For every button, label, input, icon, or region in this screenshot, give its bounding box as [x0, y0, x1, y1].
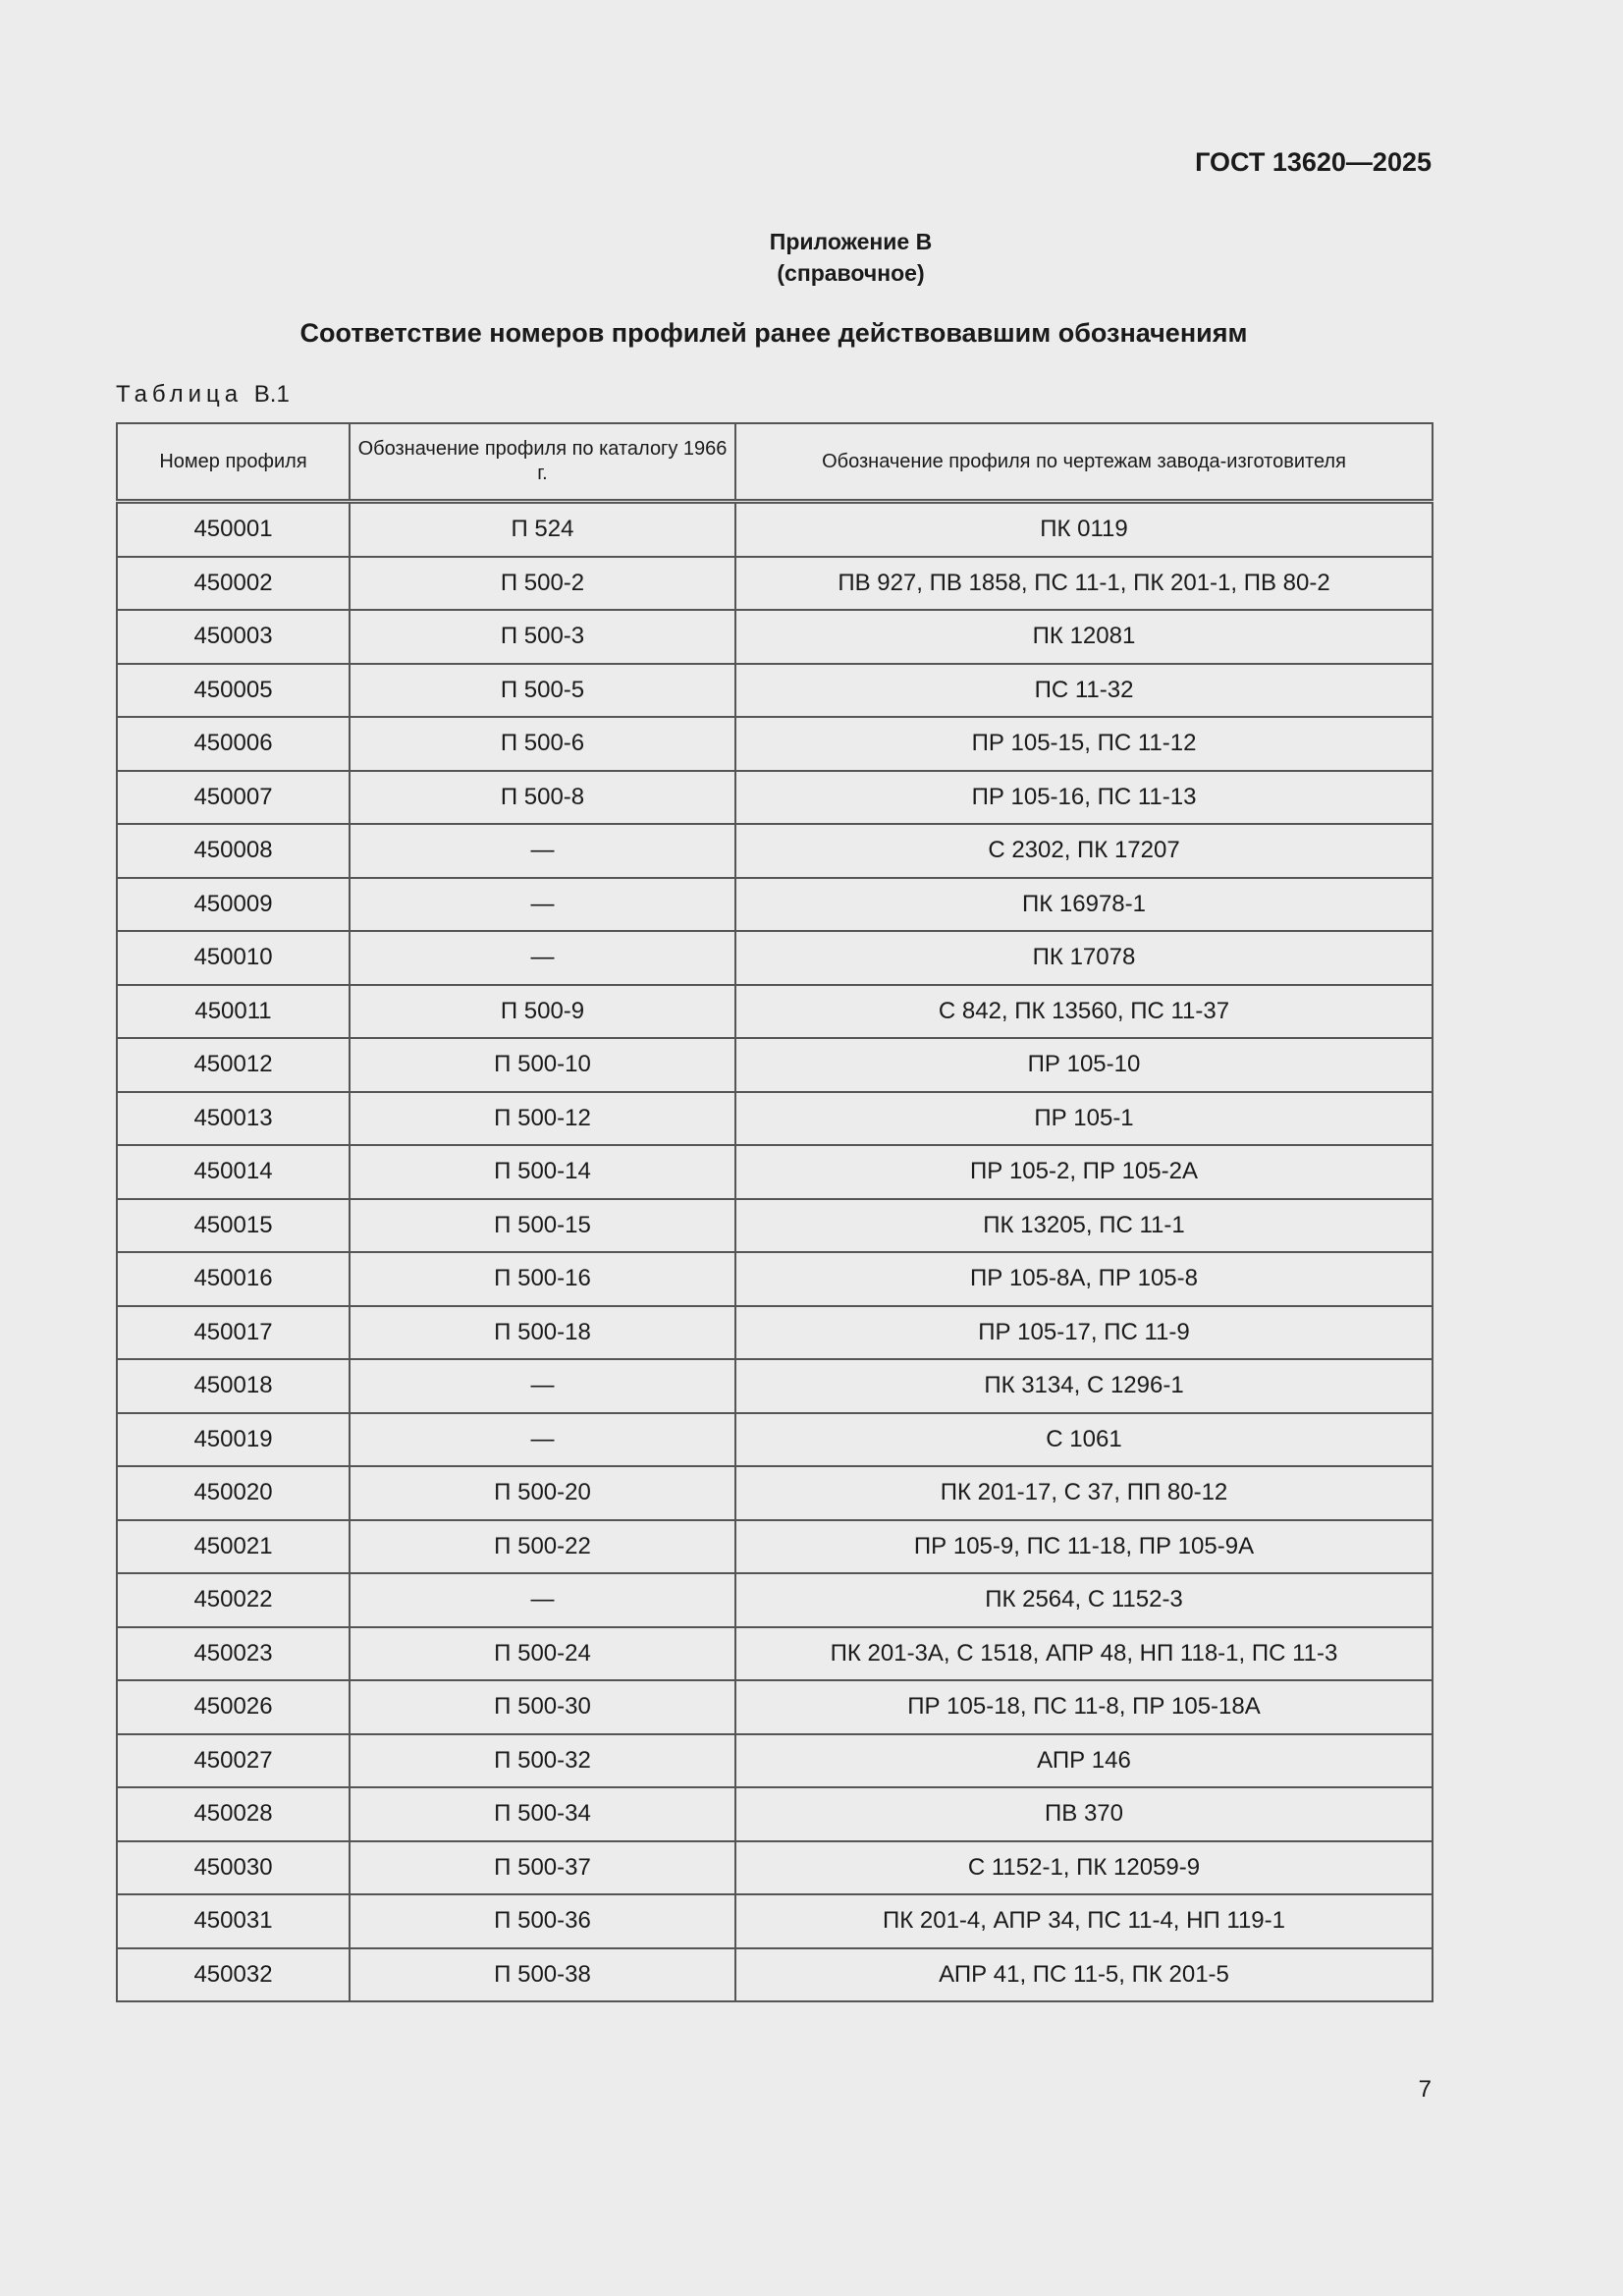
catalog-1966-cell: П 500-9 — [350, 985, 735, 1039]
catalog-1966-cell: П 500-18 — [350, 1306, 735, 1360]
catalog-1966-cell: П 500-24 — [350, 1627, 735, 1681]
catalog-1966-cell: П 500-10 — [350, 1038, 735, 1092]
profile-number-cell: 450014 — [117, 1145, 350, 1199]
column-header: Обозначение профиля по каталогу 1966 г. — [350, 423, 735, 502]
table-row — [117, 1680, 1433, 1734]
catalog-1966-cell: П 524 — [350, 502, 735, 557]
factory-drawing-cell: ПР 105-2, ПР 105-2А — [735, 1145, 1433, 1199]
factory-drawing-cell: АПР 41, ПС 11-5, ПК 201-5 — [735, 1948, 1433, 2002]
column-header: Обозначение профиля по чертежам завода-изготовителя — [735, 423, 1433, 502]
profile-number-cell: 450005 — [117, 664, 350, 718]
column-header: Номер профиля — [117, 423, 350, 502]
table-row — [117, 1734, 1433, 1788]
profile-number-cell: 450016 — [117, 1252, 350, 1306]
profile-number-cell: 450028 — [117, 1787, 350, 1841]
catalog-1966-cell: П 500-15 — [350, 1199, 735, 1253]
factory-drawing-cell: С 2302, ПК 17207 — [735, 824, 1433, 878]
catalog-1966-cell: П 500-34 — [350, 1787, 735, 1841]
profile-number-cell: 450031 — [117, 1894, 350, 1948]
appendix-heading — [0, 226, 1623, 289]
factory-drawing-cell: ПК 201-17, С 37, ПП 80-12 — [735, 1466, 1433, 1520]
factory-drawing-cell: С 842, ПК 13560, ПС 11-37 — [735, 985, 1433, 1039]
factory-drawing-cell: ПК 13205, ПС 11-1 — [735, 1199, 1433, 1253]
catalog-1966-cell: П 500-6 — [350, 717, 735, 771]
factory-drawing-cell: ПК 12081 — [735, 610, 1433, 664]
table-row — [117, 1038, 1433, 1092]
profile-number-cell: 450009 — [117, 878, 350, 932]
table-row — [117, 1627, 1433, 1681]
factory-drawing-cell: ПК 201-3А, С 1518, АПР 48, НП 118-1, ПС 11-3 — [735, 1627, 1433, 1681]
catalog-1966-cell: — — [350, 1413, 735, 1467]
profile-number-cell: 450003 — [117, 610, 350, 664]
table-row — [117, 1520, 1433, 1574]
profile-number-cell: 450010 — [117, 931, 350, 985]
table-row — [117, 985, 1433, 1039]
catalog-1966-cell: П 500-8 — [350, 771, 735, 825]
profile-number-cell: 450012 — [117, 1038, 350, 1092]
profile-number-cell: 450023 — [117, 1627, 350, 1681]
profile-number-cell: 450020 — [117, 1466, 350, 1520]
catalog-1966-cell: П 500-30 — [350, 1680, 735, 1734]
profile-number-cell: 450013 — [117, 1092, 350, 1146]
table-row — [117, 1306, 1433, 1360]
catalog-1966-cell: П 500-16 — [350, 1252, 735, 1306]
profile-number-cell: 450019 — [117, 1413, 350, 1467]
catalog-1966-cell: — — [350, 1573, 735, 1627]
factory-drawing-cell: С 1152-1, ПК 12059-9 — [735, 1841, 1433, 1895]
table-row — [117, 1573, 1433, 1627]
catalog-1966-cell: — — [350, 824, 735, 878]
table-row — [117, 1145, 1433, 1199]
table-label-prefix: Таблица — [116, 381, 243, 408]
table-row — [117, 1413, 1433, 1467]
catalog-1966-cell: — — [350, 931, 735, 985]
factory-drawing-cell: ПР 105-1 — [735, 1092, 1433, 1146]
catalog-1966-cell: П 500-36 — [350, 1894, 735, 1948]
profile-number-cell: 450001 — [117, 502, 350, 557]
table-row — [117, 610, 1433, 664]
appendix-subtitle: (справочное) — [777, 260, 925, 286]
table-label — [116, 381, 290, 409]
table-row — [117, 1466, 1433, 1520]
factory-drawing-cell: ПР 105-9, ПС 11-18, ПР 105-9А — [735, 1520, 1433, 1574]
catalog-1966-cell: — — [350, 878, 735, 932]
factory-drawing-cell: ПС 11-32 — [735, 664, 1433, 718]
factory-drawing-cell: АПР 146 — [735, 1734, 1433, 1788]
profile-number-cell: 450007 — [117, 771, 350, 825]
factory-drawing-cell: ПР 105-8А, ПР 105-8 — [735, 1252, 1433, 1306]
catalog-1966-cell: П 500-32 — [350, 1734, 735, 1788]
factory-drawing-cell: ПК 201-4, АПР 34, ПС 11-4, НП 119-1 — [735, 1894, 1433, 1948]
factory-drawing-cell: ПК 17078 — [735, 931, 1433, 985]
table-body — [117, 502, 1433, 2002]
profile-number-cell: 450015 — [117, 1199, 350, 1253]
section-heading: Соответствие номеров профилей ранее действовавшим обозначениям — [299, 318, 1248, 348]
profile-number-cell: 450018 — [117, 1359, 350, 1413]
factory-drawing-cell: ПК 16978-1 — [735, 878, 1433, 932]
profile-number-cell: 450008 — [117, 824, 350, 878]
table-row — [117, 717, 1433, 771]
factory-drawing-cell: ПР 105-15, ПС 11-12 — [735, 717, 1433, 771]
profile-number-cell: 450032 — [117, 1948, 350, 2002]
table-row — [117, 1787, 1433, 1841]
page-number: 7 — [1418, 2076, 1432, 2103]
profile-number-cell: 450026 — [117, 1680, 350, 1734]
factory-drawing-cell: ПР 105-10 — [735, 1038, 1433, 1092]
profile-number-cell: 450002 — [117, 557, 350, 611]
catalog-1966-cell: П 500-22 — [350, 1520, 735, 1574]
table-row — [117, 878, 1433, 932]
catalog-1966-cell: П 500-37 — [350, 1841, 735, 1895]
table-row — [117, 1199, 1433, 1253]
factory-drawing-cell: ПР 105-18, ПС 11-8, ПР 105-18А — [735, 1680, 1433, 1734]
appendix-title: Приложение В — [769, 229, 933, 254]
table-row — [117, 502, 1433, 557]
table-header-row — [117, 423, 1433, 502]
catalog-1966-cell: — — [350, 1359, 735, 1413]
factory-drawing-cell: ПК 0119 — [735, 502, 1433, 557]
profiles-table — [116, 422, 1434, 2002]
profile-number-cell: 450006 — [117, 717, 350, 771]
standard-code: ГОСТ 13620—2025 — [1195, 147, 1432, 177]
factory-drawing-cell: С 1061 — [735, 1413, 1433, 1467]
catalog-1966-cell: П 500-2 — [350, 557, 735, 611]
profile-number-cell: 450017 — [117, 1306, 350, 1360]
table-row — [117, 931, 1433, 985]
profile-number-cell: 450011 — [117, 985, 350, 1039]
table-row — [117, 1948, 1433, 2002]
table-row — [117, 1359, 1433, 1413]
profile-number-cell: 450030 — [117, 1841, 350, 1895]
catalog-1966-cell: П 500-20 — [350, 1466, 735, 1520]
table-row — [117, 1894, 1433, 1948]
factory-drawing-cell: ПК 2564, С 1152-3 — [735, 1573, 1433, 1627]
table-row — [117, 1841, 1433, 1895]
table-row — [117, 1252, 1433, 1306]
factory-drawing-cell: ПР 105-16, ПС 11-13 — [735, 771, 1433, 825]
table-row — [117, 824, 1433, 878]
catalog-1966-cell: П 500-12 — [350, 1092, 735, 1146]
factory-drawing-cell: ПВ 927, ПВ 1858, ПС 11-1, ПК 201-1, ПВ 80-2 — [735, 557, 1433, 611]
table-row — [117, 771, 1433, 825]
catalog-1966-cell: П 500-3 — [350, 610, 735, 664]
table-row — [117, 664, 1433, 718]
factory-drawing-cell: ПВ 370 — [735, 1787, 1433, 1841]
profile-number-cell: 450027 — [117, 1734, 350, 1788]
catalog-1966-cell: П 500-38 — [350, 1948, 735, 2002]
factory-drawing-cell: ПК 3134, С 1296-1 — [735, 1359, 1433, 1413]
catalog-1966-cell: П 500-14 — [350, 1145, 735, 1199]
table-label-number: В.1 — [253, 381, 290, 408]
catalog-1966-cell: П 500-5 — [350, 664, 735, 718]
table-row — [117, 1092, 1433, 1146]
profile-number-cell: 450021 — [117, 1520, 350, 1574]
table-row — [117, 557, 1433, 611]
factory-drawing-cell: ПР 105-17, ПС 11-9 — [735, 1306, 1433, 1360]
profile-number-cell: 450022 — [117, 1573, 350, 1627]
